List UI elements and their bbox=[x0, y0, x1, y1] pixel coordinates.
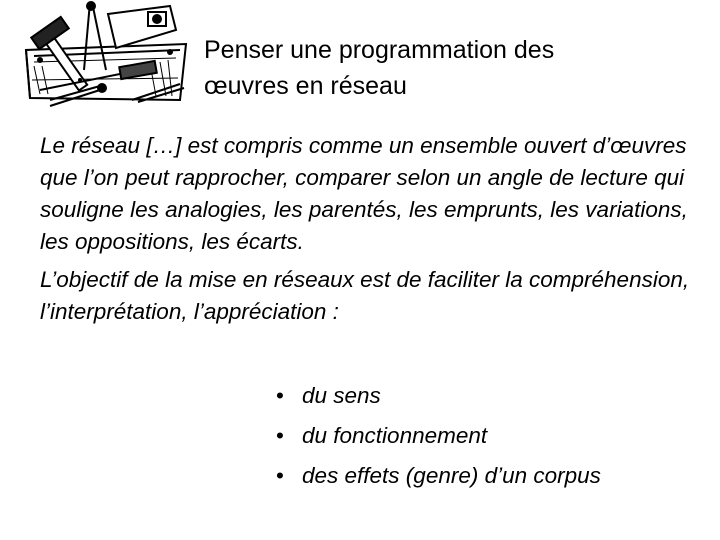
bullet-icon: • bbox=[276, 423, 284, 448]
toolbox-illustration bbox=[20, 0, 188, 110]
definition-paragraph: Le réseau […] est compris comme un ensemble ouvert d’œuvres que l’on peut rapprocher, comparer selon un angle de lecture qui souligne les analogies, les parentés, les emprunts, les variations, les oppositions, les écarts. bbox=[40, 133, 688, 254]
title-line-2: œuvres en réseau bbox=[204, 72, 407, 100]
list-item bbox=[276, 416, 601, 456]
bullet-text: des effets (genre) d’un corpus bbox=[302, 463, 601, 488]
list-item bbox=[276, 376, 601, 416]
body-text bbox=[40, 130, 700, 328]
objective-paragraph: L’objectif de la mise en réseaux est de faciliter la compréhension, l’interprétation, l’appréciation : bbox=[40, 267, 690, 324]
bullet-list bbox=[276, 376, 601, 496]
list-item bbox=[276, 456, 601, 496]
title-line-1: Penser une programmation des bbox=[204, 36, 555, 64]
bullet-text: du sens bbox=[302, 383, 381, 408]
page-title bbox=[204, 32, 554, 104]
bullet-icon: • bbox=[276, 463, 284, 488]
bullet-icon: • bbox=[276, 383, 284, 408]
bullet-text: du fonctionnement bbox=[302, 423, 488, 448]
